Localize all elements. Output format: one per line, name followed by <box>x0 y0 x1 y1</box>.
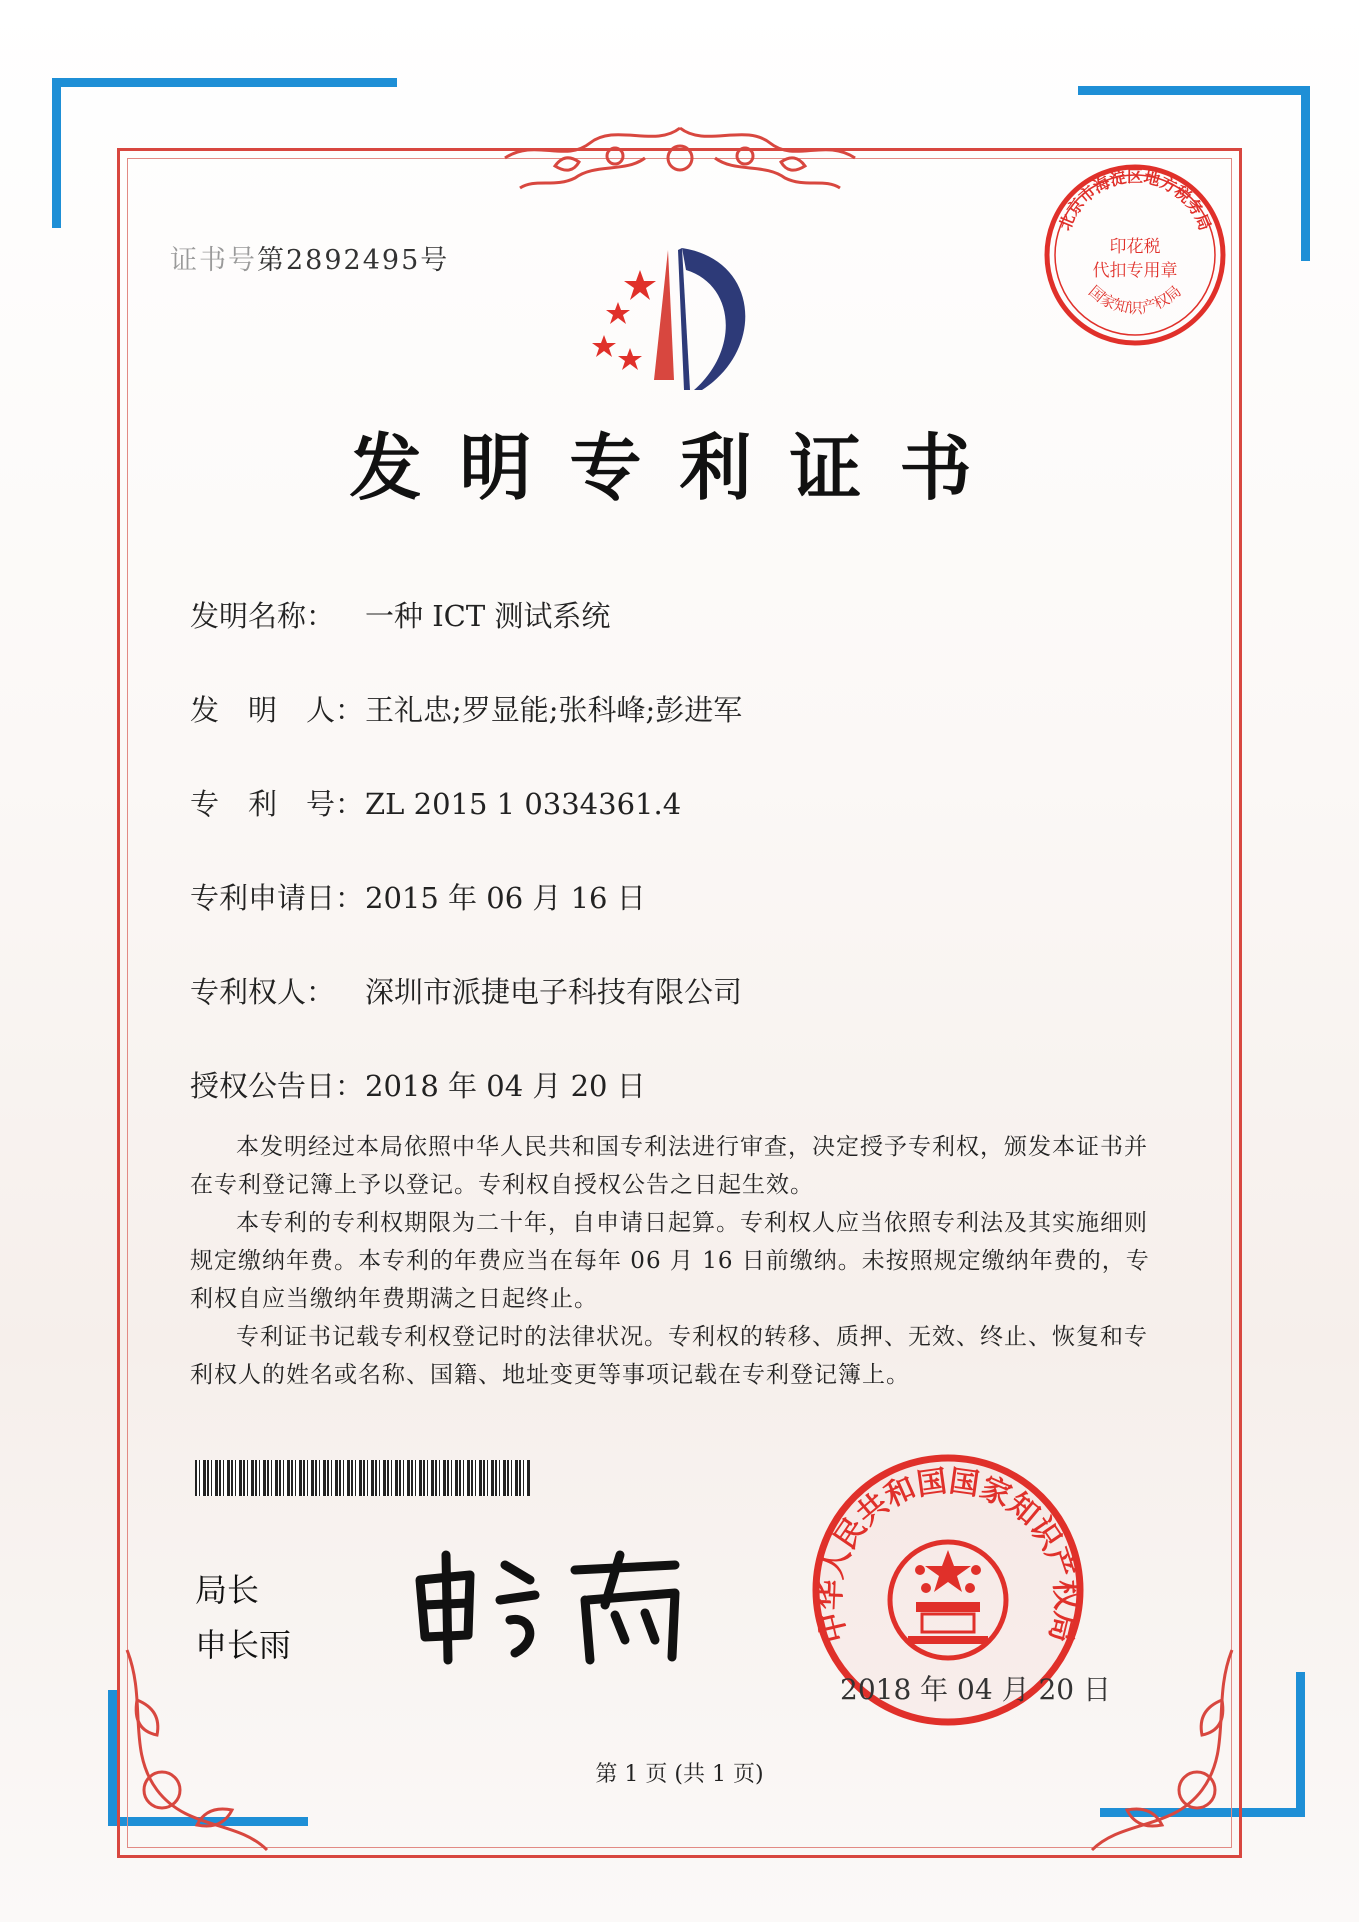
field-invention-name <box>190 594 610 635</box>
body-paragraph: 专利证书记载专利权登记时的法律状况。专利权的转移、质押、无效、终止、恢复和专利权人的姓名或名称、国籍、地址变更等事项记载在专利登记簿上。 <box>190 1324 1148 1388</box>
field-label: 发 明 人： <box>190 693 365 727</box>
field-value: 2018 年 04 月 20 日 <box>365 1069 646 1103</box>
office-seal-ring: 中华人民共和国国家知识产权局 <box>812 1463 1084 1646</box>
scan-corner-top-left-v <box>52 78 61 228</box>
scan-corner-bottom-right-v <box>1296 1672 1305 1817</box>
certificate-body <box>190 1128 1155 1394</box>
svg-text:北京市海淀区地方税务局 <box>1055 167 1215 233</box>
certificate-title: 发明专利证书 <box>349 426 1010 510</box>
body-paragraph: 本专利的专利权期限为二十年，自申请日起算。专利权人应当依照专利法及其实施细则规定缴纳年费。本专利的年费应当在每年 06 月 16 日前缴纳。未按照规定缴纳年费的，专利权自应当缴纳年费期满之日起终止。 <box>190 1210 1150 1312</box>
field-value: 王礼忠;罗显能;张科峰;彭进军 <box>365 693 743 727</box>
svg-text:国家知识产权局 <box>1085 282 1185 317</box>
certificate-number-value: 第2892495号 <box>257 245 450 276</box>
field-label: 专利权人： <box>190 975 336 1009</box>
seal-date: 2018 年 04 月 20 日 <box>840 1673 1112 1706</box>
certificate-number <box>170 238 449 277</box>
page-number: 第 1 页 (共 1 页) <box>595 1762 764 1787</box>
field-inventors <box>190 688 742 729</box>
certificate-number-prefix: 证书号 <box>170 245 257 276</box>
field-patentee <box>190 970 742 1011</box>
barcode <box>195 1460 530 1496</box>
field-label: 授权公告日： <box>190 1069 365 1103</box>
field-grant-date <box>190 1064 646 1105</box>
field-label: 专利申请日： <box>190 881 365 915</box>
scan-corner-top-left <box>52 78 397 87</box>
dragon-ornament-icon <box>495 118 865 198</box>
field-label: 专 利 号： <box>190 787 365 821</box>
scan-corner-top-right <box>1078 86 1310 95</box>
tax-stamp-center-2: 代扣专用章 <box>1092 261 1178 281</box>
field-label: 发明名称： <box>190 599 336 633</box>
body-paragraph: 本发明经过本局依照中华人民共和国专利法进行审查，决定授予专利权，颁发本证书并在专利登记簿上予以登记。专利权自授权公告之日起生效。 <box>190 1134 1148 1198</box>
field-value: 2015 年 06 月 16 日 <box>365 881 646 915</box>
corner-ornament-icon <box>117 1640 277 1858</box>
star-icon <box>592 270 656 370</box>
patent-emblem-icon <box>590 240 790 410</box>
tax-stamp <box>1040 160 1230 350</box>
tax-stamp-center-1: 印花税 <box>1109 237 1161 257</box>
field-value: 深圳市派捷电子科技有限公司 <box>365 975 743 1009</box>
field-patent-number <box>190 782 681 823</box>
field-application-date <box>190 876 646 917</box>
field-value: ZL 2015 1 0334361.4 <box>365 787 682 821</box>
scan-corner-top-right-v <box>1301 86 1310 261</box>
director-name: 申长雨 <box>195 1626 292 1664</box>
tax-stamp-bottom: 国家知识产权局 <box>1085 282 1185 317</box>
director-signature <box>410 1545 700 1665</box>
director-title: 局长 <box>195 1571 260 1609</box>
field-value: 一种 ICT 测试系统 <box>365 599 611 633</box>
tax-stamp-ring: 北京市海淀区地方税务局 <box>1055 167 1215 234</box>
